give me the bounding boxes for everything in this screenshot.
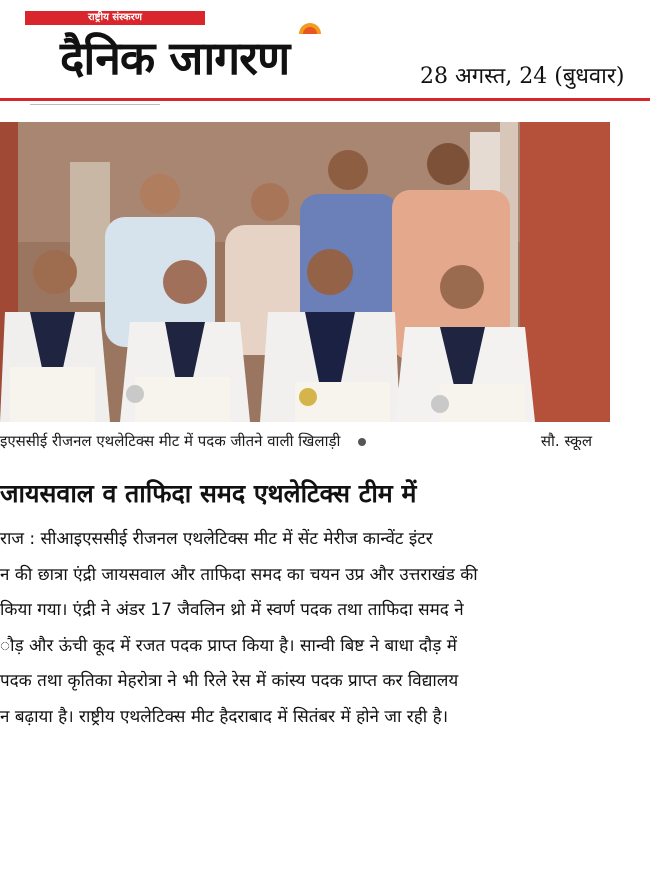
- body-line: पदक तथा कृतिका मेहरोत्रा ने भी रिले रेस में कांस्य पदक प्राप्त कर विद्यालय: [0, 671, 459, 691]
- publication-date: 28 अगस्त, 24 (बुधवार): [420, 64, 625, 89]
- bullet-icon: [358, 438, 366, 446]
- article-body: [0, 522, 610, 735]
- clipping-edge: [610, 110, 650, 740]
- sun-logo-icon: [297, 20, 323, 34]
- thin-divider: [30, 104, 160, 105]
- news-photo: [0, 122, 610, 422]
- article-headline: जायसवाल व ताफिदा समद एथलेटिक्स टीम में: [0, 479, 417, 508]
- masthead-divider: [0, 98, 650, 101]
- body-line: किया गया। एंद्री ने अंडर 17 जैवलिन थ्रो में स्वर्ण पदक तथा ताफिदा समद ने: [0, 600, 464, 620]
- body-line: न की छात्रा एंद्री जायसवाल और ताफिदा समद का चयन उप्र और उत्तराखंड की: [0, 564, 478, 585]
- edition-label: राष्ट्रीय संस्करण: [25, 11, 205, 25]
- body-line: ौड़ और ऊंची कूद में रजत पदक प्राप्त किया है। सान्वी बिष्ट ने बाधा दौड़ में: [0, 635, 457, 656]
- body-line: न बढ़ाया है। राष्ट्रीय एथलेटिक्स मीट हैदराबाद में सितंबर में होने जा रही है।: [0, 706, 449, 727]
- photo-credit: सौ. स्कूल: [540, 432, 592, 450]
- caption-text: इएससीई रीजनल एथलेटिक्स मीट में पदक जीतने वाली खिलाड़ी: [0, 432, 341, 450]
- photo-caption: [0, 428, 610, 454]
- body-line: राज : सीआइएससीई रीजनल एथलेटिक्स मीट में सेंट मेरीज कान्वेंट इंटर: [0, 529, 433, 549]
- newspaper-masthead: दैनिक जागरण: [60, 31, 290, 85]
